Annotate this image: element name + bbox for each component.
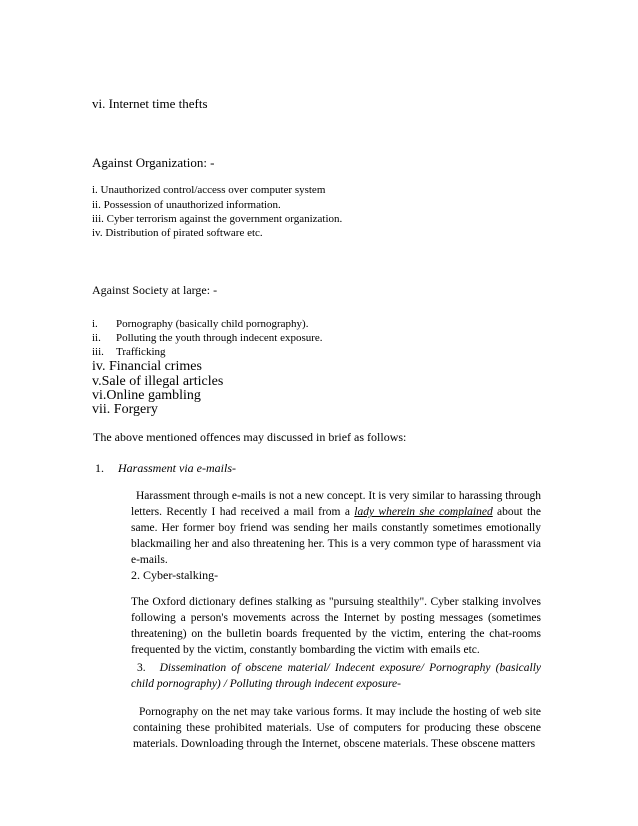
society-item-1-num: i.: [92, 318, 98, 330]
society-item-2-text: Polluting the youth through indecent exposure.: [116, 332, 323, 344]
society-item-7: vii. Forgery: [92, 402, 158, 417]
intro-sentence: The above mentioned offences may discussed in brief as follows:: [93, 430, 407, 444]
section-1-paragraph: [131, 488, 541, 568]
society-item-3-num: iii.: [92, 346, 104, 358]
section-3-number: 3.: [137, 662, 146, 674]
org-item-4: iv. Distribution of pirated software etc.: [92, 227, 263, 239]
section-1-title: Harassment via e-mails-: [118, 461, 236, 475]
section-1-number: 1.: [95, 461, 104, 475]
section-2-paragraph-text: The Oxford dictionary defines stalking as "pursuing stealthily". Cyber stalking involves following a person's movements across the Internet by posting messages (sometimes threatening) on the bulletin boards frequented by the victim, entering the chat-rooms frequented by the victim, constantly bombarding the victim with emails etc.: [131, 596, 541, 656]
section-3-heading: [131, 660, 541, 692]
section-2-paragraph: [131, 594, 541, 658]
section-1-link[interactable]: lady wherein she complained: [354, 506, 493, 518]
section-1-paragraph-b: about the same. Her former boy friend was sending her mails constantly sometimes emotionally blackmailing her and also threatening her. This is a very common type of harassment via e-mails.: [131, 506, 541, 566]
org-item-3: iii. Cyber terrorism against the government organization.: [92, 213, 343, 225]
heading-against-society: Against Society at large: -: [92, 283, 218, 297]
society-item-5: v.Sale of illegal articles: [92, 374, 224, 389]
section-2-title: 2. Cyber-stalking-: [131, 568, 219, 582]
society-item-4: iv. Financial crimes: [92, 359, 202, 374]
society-item-6: vi.Online gambling: [92, 388, 201, 403]
society-item-3-text: Trafficking: [116, 346, 166, 358]
section-3-paragraph: [133, 704, 541, 752]
line-internet-time-thefts: vi. Internet time thefts: [92, 96, 208, 111]
org-item-2: ii. Possession of unauthorized information.: [92, 199, 281, 211]
society-item-1-text: Pornography (basically child pornography).: [116, 318, 309, 330]
org-item-1: i. Unauthorized control/access over computer system: [92, 184, 326, 196]
section-3-paragraph-text: Pornography on the net may take various forms. It may include the hosting of web site containing these prohibited materials. Use of computers for producing these obscene materials. Downloading through the Internet, obscene materials. These obscene matters: [133, 706, 541, 750]
heading-against-organization: Against Organization: -: [92, 155, 215, 170]
section-3-title: Dissemination of obscene material/ Indecent exposure/ Pornography (basically child pornography) / Polluting through indecent exposure-: [131, 662, 541, 690]
society-item-2-num: ii.: [92, 332, 101, 344]
section-1-paragraph-a: Harassment through e-mails is not a new concept. It is very similar to harassing through letters. Recently I had received a mail from a: [131, 490, 541, 518]
